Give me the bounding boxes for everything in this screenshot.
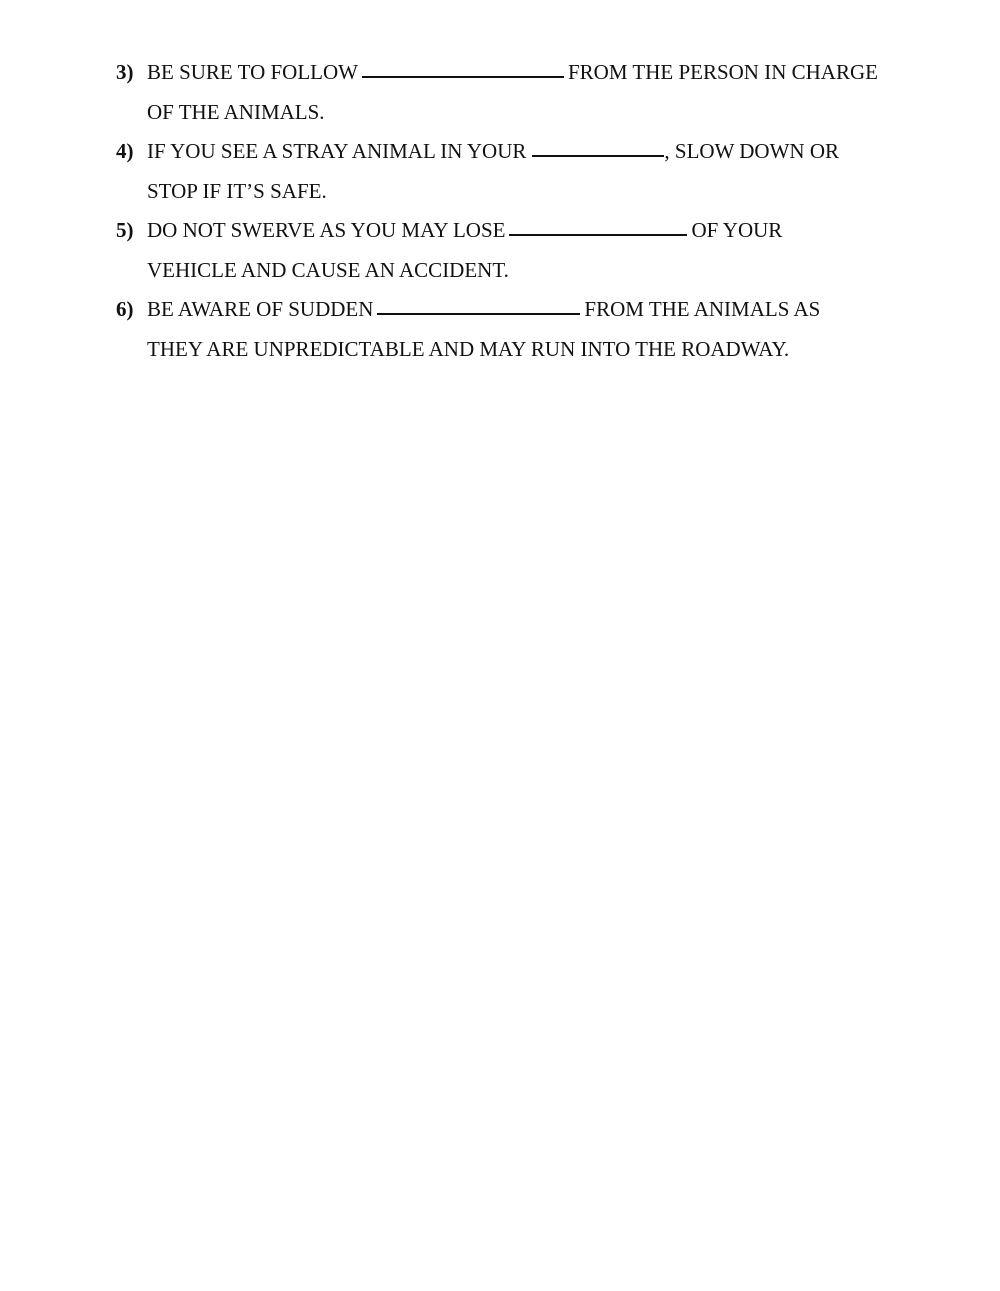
question-line-2: OF THE ANIMALS. xyxy=(147,99,325,124)
question-line-2: VEHICLE AND CAUSE AN ACCIDENT. xyxy=(147,257,509,282)
question-text-before-blank: BE AWARE OF SUDDEN xyxy=(147,297,374,321)
question-text-after-blank: OF YOUR xyxy=(691,218,783,242)
answer-blank[interactable] xyxy=(509,214,687,236)
answer-blank[interactable] xyxy=(377,293,580,315)
question-number: 4) xyxy=(116,139,134,163)
question-text-before-blank: IF YOU SEE A STRAY ANIMAL IN YOUR xyxy=(147,139,527,163)
question-number: 5) xyxy=(116,218,134,242)
question-line-1 xyxy=(147,53,976,93)
question-item-5 xyxy=(116,211,976,290)
question-item-4 xyxy=(116,132,976,211)
question-text-after-blank: FROM THE ANIMALS AS xyxy=(584,297,821,321)
question-text-before-blank: BE SURE TO FOLLOW xyxy=(147,60,358,84)
question-line-1 xyxy=(147,290,976,330)
question-line-2: STOP IF IT’S SAFE. xyxy=(147,178,327,203)
question-line-1 xyxy=(147,132,976,172)
question-item-6 xyxy=(116,290,976,369)
question-number: 3) xyxy=(116,60,134,84)
question-line-1 xyxy=(147,211,976,251)
question-item-3 xyxy=(116,53,976,132)
question-text-before-blank: DO NOT SWERVE AS YOU MAY LOSE xyxy=(147,218,506,242)
question-text-after-blank: , SLOW DOWN OR xyxy=(664,139,840,163)
question-line-2: THEY ARE UNPREDICTABLE AND MAY RUN INTO THE ROADWAY. xyxy=(147,336,790,361)
answer-blank[interactable] xyxy=(532,135,664,157)
question-text-after-blank: FROM THE PERSON IN CHARGE xyxy=(567,60,878,84)
worksheet xyxy=(116,53,976,369)
answer-blank[interactable] xyxy=(362,56,564,78)
question-number: 6) xyxy=(116,297,134,321)
